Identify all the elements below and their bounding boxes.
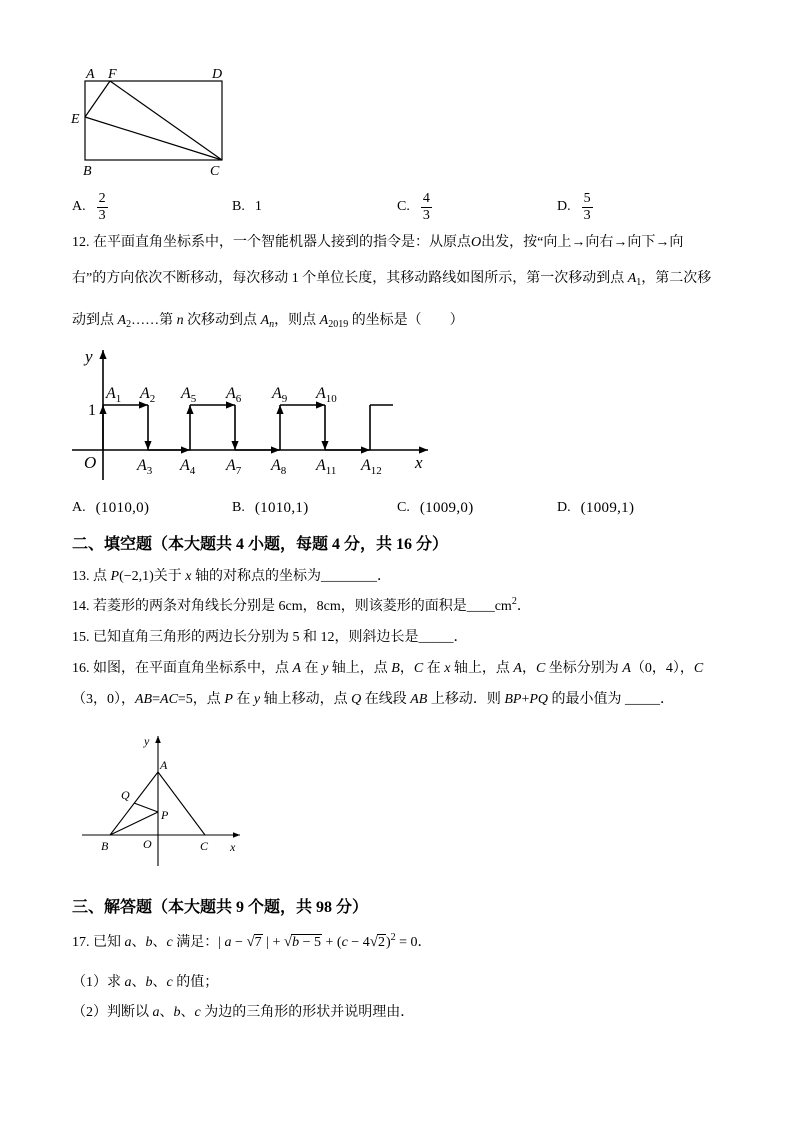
point-label-a4 <box>179 457 196 477</box>
section-3-heading: 三、解答题（本大题共 9 个题，共 98 分） <box>72 899 369 916</box>
math-variable: c <box>166 975 173 990</box>
point-subscript: 5 <box>190 393 197 405</box>
math-variable: a <box>124 935 132 950</box>
point-letter: A <box>271 457 281 474</box>
label-a: A <box>86 67 95 82</box>
option-label: C. <box>397 500 410 515</box>
subscript: 2019 <box>328 319 349 330</box>
q17-stem <box>72 933 432 953</box>
text-run: 出发，按“向上→向右→向下→向 <box>481 235 684 250</box>
point-letter: A <box>137 457 147 474</box>
text-run: 右”的方向依次不断移动，每次移动 1 个单位长度，其移动路线如图所示，第一次移动到点 <box>72 271 628 286</box>
q16-line-1 <box>72 659 703 679</box>
q14-text <box>72 597 531 617</box>
text-run: ，第二次移 <box>641 271 712 286</box>
point-subscript: 10 <box>325 393 337 405</box>
text-run: 在 <box>301 661 323 676</box>
q12-option-d <box>557 496 634 520</box>
math-variable: b <box>145 975 153 990</box>
q12-line-2 <box>72 269 711 289</box>
text-run: 轴上，点 <box>328 661 392 676</box>
numerator: 2 <box>98 190 106 206</box>
point-label-a3 <box>136 457 153 477</box>
text-run: = <box>152 692 161 707</box>
point-subscript: 3 <box>146 465 153 477</box>
q12-option-b <box>232 496 308 520</box>
radical-sign-icon: √ <box>283 934 293 950</box>
text-run: 13. 点 <box>72 569 111 584</box>
point-letter: A <box>106 385 116 402</box>
option-value: (1010,0) <box>95 499 150 516</box>
figure-rectangle-abcd <box>60 60 240 185</box>
option-label: C. <box>397 199 410 214</box>
math-variable: b <box>173 1005 181 1020</box>
text-run: 的值； <box>172 975 219 990</box>
x-axis-label: x <box>230 840 236 854</box>
math-variable: y <box>253 692 261 707</box>
text-run: (−2,1) <box>119 569 154 584</box>
text-run: 轴的对称点的坐标为________． <box>191 569 392 584</box>
subscript: 1 <box>636 277 642 288</box>
origin-label: O <box>143 837 152 851</box>
math-variable: C <box>535 661 546 676</box>
point-label-a8 <box>270 457 287 477</box>
subscript: 2 <box>126 319 132 330</box>
math-variable: PQ <box>529 692 549 707</box>
option-label: A. <box>72 199 86 214</box>
point-subscript: 6 <box>235 393 242 405</box>
numerator: 5 <box>583 190 591 206</box>
q12-option-a <box>72 496 149 520</box>
q12-line-3 <box>72 311 464 331</box>
text-run: ， <box>399 661 414 676</box>
math-variable: b <box>145 935 153 950</box>
text-run: 、 <box>180 1005 195 1020</box>
point-label-a6 <box>225 385 242 405</box>
text-run: 、 <box>131 975 146 990</box>
text-run: 16. 如图，在平面直角坐标系中，点 <box>72 661 293 676</box>
text-run: 动到点 <box>72 313 118 328</box>
subscript-variable: n <box>269 319 275 330</box>
math-variable: A <box>622 661 631 676</box>
label-c: C <box>200 839 209 853</box>
text-run: + ( <box>322 935 342 950</box>
radicand <box>254 934 263 950</box>
origin-label: O <box>84 453 97 472</box>
text-run: （3，0）， <box>72 692 135 707</box>
superscript: 2 <box>390 932 396 943</box>
math-variable: a <box>124 975 132 990</box>
text-run: 的坐标是（ ） <box>348 313 464 328</box>
radicand <box>377 934 386 950</box>
label-p: P <box>161 808 169 822</box>
text-run: 7 <box>254 935 262 950</box>
math-variable: O <box>471 235 482 250</box>
math-variable: c <box>194 1005 201 1020</box>
math-variable: b <box>292 935 300 950</box>
point-letter: A <box>226 385 236 402</box>
q13-text <box>72 567 391 587</box>
math-variable: AC <box>160 692 178 707</box>
math-variable: Q <box>351 692 362 707</box>
radical-sign-icon: √ <box>246 934 255 950</box>
text-run: 坐标分别为 <box>545 661 623 676</box>
point-letter: A <box>180 457 190 474</box>
label-q: Q <box>121 788 130 802</box>
point-letter: A <box>140 385 150 402</box>
superscript: 2 <box>511 596 517 607</box>
text-run: =5，点 <box>177 692 225 707</box>
math-variable: BP <box>504 692 522 707</box>
text-run: 关于 <box>153 569 186 584</box>
point-letter: A <box>181 385 191 402</box>
label-c: C <box>210 164 220 179</box>
text-run: 上移动．则 <box>427 692 505 707</box>
point-subscript: 1 <box>115 393 122 405</box>
point-label-a11 <box>315 457 336 477</box>
y-axis-label: y <box>85 347 93 366</box>
point-label-a10 <box>315 385 337 405</box>
text-run: − <box>231 935 247 950</box>
math-variable: AB <box>410 692 428 707</box>
math-variable: y <box>322 661 329 676</box>
math-variable: c <box>166 935 173 950</box>
option-label: B. <box>232 500 245 515</box>
q12-line-1 <box>72 233 683 253</box>
text-run: （0，4）， <box>630 661 694 676</box>
figure-robot-path <box>60 340 440 485</box>
text-run: 、 <box>131 935 146 950</box>
label-a: A <box>160 758 168 772</box>
text-run: 2 <box>377 935 385 950</box>
math-variable: x <box>444 661 451 676</box>
math-variable: A <box>319 313 329 328</box>
q17-part-1 <box>72 973 218 993</box>
radicand <box>291 934 322 950</box>
text-run: 12. 在平面直角坐标系中，一个智能机器人接到的指令是：从原点 <box>72 235 471 250</box>
point-label-a2 <box>139 385 155 405</box>
fraction <box>97 191 108 224</box>
option-label: D. <box>557 199 571 214</box>
label-b: B <box>101 839 109 853</box>
point-label-a12 <box>360 457 382 477</box>
segment-fc <box>110 81 222 160</box>
math-variable: x <box>185 569 192 584</box>
text-run: 14. 若菱形的两条对角线长分别是 6cm，8cm，则该菱形的面积是____cm <box>72 599 512 614</box>
point-letter: A <box>226 457 236 474</box>
text-run: 在 <box>232 692 254 707</box>
text-run: 在线段 <box>361 692 411 707</box>
math-variable: AB <box>135 692 153 707</box>
math-variable: A <box>513 661 522 676</box>
point-label-a9 <box>271 385 288 405</box>
option-label: D. <box>557 500 571 515</box>
point-letter: A <box>316 385 326 402</box>
point-subscript: 2 <box>149 393 156 405</box>
option-label: A. <box>72 500 86 515</box>
fraction <box>582 191 593 224</box>
option-value: 1 <box>254 199 262 214</box>
text-run: 、 <box>152 975 167 990</box>
math-variable: c <box>341 935 348 950</box>
label-f: F <box>108 67 117 82</box>
point-letter: A <box>272 385 282 402</box>
text-run: − 4 <box>347 935 370 950</box>
math-variable: C <box>413 661 424 676</box>
math-variable: A <box>260 313 270 328</box>
math-variable: n <box>176 313 184 328</box>
text-run: 在 <box>423 661 445 676</box>
text-run: 17. 已知 <box>72 935 125 950</box>
math-variable: C <box>693 661 704 676</box>
section-2-heading: 二、填空题（本大题共 4 小题，每题 4 分，共 16 分） <box>72 536 449 553</box>
unit-tick-label: 1 <box>88 402 96 419</box>
math-variable: P <box>224 692 233 707</box>
y-axis-label: y <box>144 734 150 748</box>
denominator: 3 <box>583 207 591 223</box>
q11-option-c <box>397 188 432 226</box>
math-variable: a <box>224 935 232 950</box>
text-run: + <box>521 692 530 707</box>
text-run: | + <box>262 935 284 950</box>
q11-option-a <box>72 188 108 226</box>
text-run: 轴上移动，点 <box>260 692 352 707</box>
text-run: 轴上，点 <box>450 661 514 676</box>
math-variable: a <box>152 1005 160 1020</box>
segment-ac <box>158 772 205 835</box>
math-variable: A <box>117 313 127 328</box>
numerator: 4 <box>422 190 430 206</box>
option-label: B. <box>232 199 245 214</box>
segment-ec <box>85 117 222 160</box>
text-run: （1）求 <box>72 975 125 990</box>
q11-option-b <box>232 188 262 226</box>
x-axis-label: x <box>415 453 423 472</box>
math-variable: P <box>110 569 120 584</box>
point-subscript: 8 <box>280 465 287 477</box>
option-value: (1009,0) <box>419 499 474 516</box>
point-subscript: 11 <box>325 465 337 477</box>
math-variable: B <box>391 661 400 676</box>
label-b: B <box>83 164 92 179</box>
text-run: ． <box>516 599 531 614</box>
segment-ef <box>85 81 110 117</box>
text-run: 为边的三角形的形状并说明理由． <box>200 1005 415 1020</box>
point-subscript: 12 <box>370 465 382 477</box>
q16-line-2 <box>72 690 674 710</box>
point-label-a7 <box>225 457 242 477</box>
point-letter: A <box>316 457 326 474</box>
option-value: (1009,1) <box>580 499 635 516</box>
text-run: ……第 <box>131 313 177 328</box>
radical-sign-icon: √ <box>369 934 378 950</box>
math-variable: A <box>292 661 302 676</box>
text-run: 、 <box>159 1005 174 1020</box>
q17-part-2 <box>72 1003 414 1023</box>
text-run: = 0． <box>395 935 432 950</box>
point-subscript: 7 <box>235 465 242 477</box>
segment-qp <box>134 803 158 812</box>
point-label-a1 <box>105 385 121 405</box>
q15-text <box>72 628 468 648</box>
label-d: D <box>212 67 223 82</box>
text-run: （2）判断以 <box>72 1005 153 1020</box>
text-run: ) <box>385 935 391 950</box>
point-letter: A <box>361 457 371 474</box>
denominator: 3 <box>422 207 430 223</box>
text-run: ， <box>521 661 536 676</box>
text-run: 满足：| <box>172 935 225 950</box>
figure-triangle-abc <box>80 728 250 868</box>
text-run: − 5 <box>299 935 322 950</box>
text-run: 的最小值为 _____． <box>548 692 675 707</box>
denominator: 3 <box>98 207 106 223</box>
square-root <box>284 934 322 951</box>
point-subscript: 9 <box>281 393 288 405</box>
q11-option-d <box>557 188 593 226</box>
square-root <box>370 934 386 951</box>
rectangle-abcd <box>85 81 222 160</box>
text-run: 、 <box>152 935 167 950</box>
segment-bp <box>110 812 158 835</box>
fraction <box>421 191 432 224</box>
text-run: 15. 已知直角三角形的两边长分别为 5 和 12，则斜边长是_____． <box>72 630 468 645</box>
point-subscript: 4 <box>189 465 196 477</box>
text-run: 次移动到点 <box>183 313 261 328</box>
point-label-a5 <box>180 385 197 405</box>
label-e: E <box>71 112 80 127</box>
text-run: ，则点 <box>274 313 320 328</box>
square-root <box>246 934 262 951</box>
option-value: (1010,1) <box>254 499 309 516</box>
q12-option-c <box>397 496 473 520</box>
math-variable: A <box>627 271 637 286</box>
